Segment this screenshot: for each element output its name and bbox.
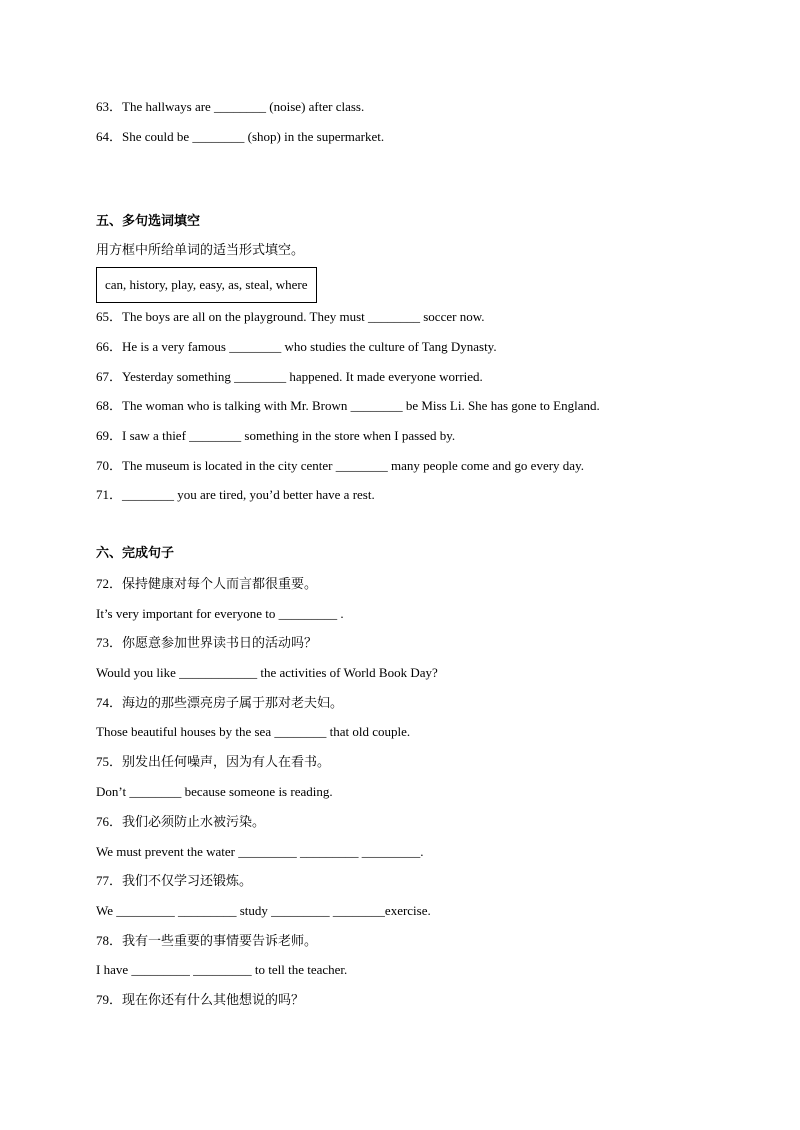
chinese-prompt: 别发出任何噪声，因为有人在看书。 bbox=[122, 755, 331, 770]
question-number: 68． bbox=[96, 398, 123, 413]
question-73-cn bbox=[96, 635, 317, 652]
question-text: Yesterday something ________ happened. It made everyone worried. bbox=[122, 369, 483, 384]
question-number: 73． bbox=[96, 635, 123, 650]
question-number: 72． bbox=[96, 576, 123, 591]
chinese-prompt: 保持健康对每个人而言都很重要。 bbox=[122, 577, 318, 592]
question-text: I saw a thief ________ something in the store when I passed by. bbox=[122, 428, 456, 443]
question-number: 66． bbox=[96, 339, 123, 354]
question-63 bbox=[96, 99, 364, 115]
question-number: 70． bbox=[96, 458, 123, 473]
question-73-en: Would you like ____________ the activities of World Book Day? bbox=[96, 665, 438, 680]
question-text: The woman who is talking with Mr. Brown ________ be Miss Li. She has gone to England. bbox=[122, 398, 600, 413]
question-76-cn bbox=[96, 814, 265, 831]
question-number: 71． bbox=[96, 487, 123, 502]
question-text: ________ you are tired, you’d better have a rest. bbox=[122, 487, 375, 502]
question-number: 79． bbox=[96, 992, 123, 1007]
question-number: 77． bbox=[96, 873, 123, 888]
question-text: The boys are all on the playground. They must ________ soccer now. bbox=[122, 309, 485, 324]
question-66 bbox=[96, 339, 497, 355]
question-number: 78． bbox=[96, 933, 123, 948]
question-74-en: Those beautiful houses by the sea ________ that old couple. bbox=[96, 724, 411, 739]
question-79-cn bbox=[96, 992, 304, 1009]
question-number: 69． bbox=[96, 428, 123, 443]
question-76-en: We must prevent the water _________ _________ _________. bbox=[96, 844, 424, 859]
question-78-en: I have _________ _________ to tell the teacher. bbox=[96, 962, 348, 977]
question-75-en: Don’t ________ because someone is reading. bbox=[96, 784, 333, 799]
question-78-cn bbox=[96, 933, 317, 950]
question-text: The museum is located in the city center ________ many people come and go every day. bbox=[122, 458, 584, 473]
question-number: 76． bbox=[96, 814, 123, 829]
question-number: 75． bbox=[96, 754, 123, 769]
question-text: She could be ________ (shop) in the supermarket. bbox=[122, 129, 385, 144]
question-71 bbox=[96, 487, 375, 503]
question-75-cn bbox=[96, 754, 330, 771]
chinese-prompt: 我们必须防止水被污染。 bbox=[122, 815, 266, 830]
question-65 bbox=[96, 309, 485, 325]
question-number: 74． bbox=[96, 695, 123, 710]
section-5-instruction: 用方框中所给单词的适当形式填空。 bbox=[96, 243, 305, 258]
question-number: 63． bbox=[96, 99, 123, 114]
section-6-title: 六、完成句子 bbox=[96, 546, 175, 561]
question-74-cn bbox=[96, 695, 343, 712]
question-text: The hallways are ________ (noise) after class. bbox=[122, 99, 365, 114]
section-5-title: 五、多句选词填空 bbox=[96, 214, 201, 229]
question-67 bbox=[96, 369, 483, 385]
question-68 bbox=[96, 398, 600, 414]
chinese-prompt: 你愿意参加世界读书日的活动吗？ bbox=[122, 636, 318, 651]
chinese-prompt: 我们不仅学习还锻炼。 bbox=[122, 874, 253, 889]
question-number: 65． bbox=[96, 309, 123, 324]
question-77-en: We _________ _________ study _________ ________exercise. bbox=[96, 903, 431, 918]
question-72-en: It’s very important for everyone to _________ . bbox=[96, 606, 344, 621]
question-64 bbox=[96, 129, 384, 145]
question-number: 67． bbox=[96, 369, 123, 384]
chinese-prompt: 现在你还有什么其他想说的吗？ bbox=[122, 993, 305, 1008]
chinese-prompt: 海边的那些漂亮房子属于那对老夫妇。 bbox=[122, 696, 344, 711]
word-box bbox=[96, 267, 317, 303]
question-72-cn bbox=[96, 576, 317, 593]
word-box-text: can, history, play, easy, as, steal, where bbox=[105, 277, 308, 292]
chinese-prompt: 我有一些重要的事情要告诉老师。 bbox=[122, 934, 318, 949]
question-70 bbox=[96, 458, 584, 474]
question-77-cn bbox=[96, 873, 252, 890]
question-69 bbox=[96, 428, 455, 444]
question-text: He is a very famous ________ who studies the culture of Tang Dynasty. bbox=[122, 339, 497, 354]
question-number: 64． bbox=[96, 129, 123, 144]
